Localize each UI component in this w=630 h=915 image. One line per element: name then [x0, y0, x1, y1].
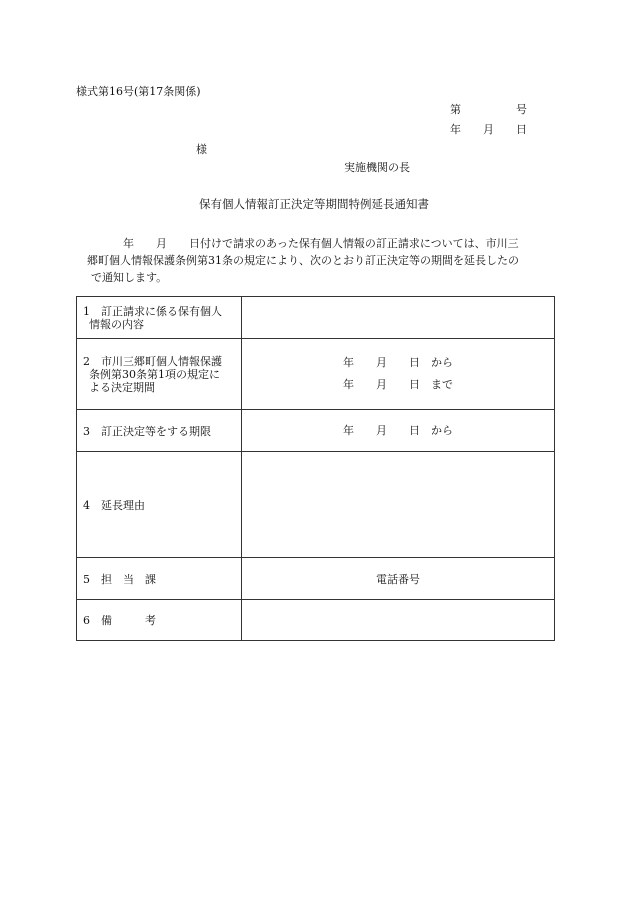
label-line: 4 延長理由: [83, 498, 145, 512]
row-label-content: [77, 297, 242, 339]
notice-body-line: 年 月 日付けで請求のあった保有個人情報の訂正請求については、市川三: [123, 237, 519, 250]
row-label-department: [77, 558, 242, 600]
label-line: 条例第30条第1項の規定に: [89, 367, 220, 381]
content-value-cell[interactable]: [242, 297, 555, 339]
period-to: 年 月 日 まで: [343, 378, 453, 391]
document-title: 保有個人情報訂正決定等期間特例延長通知書: [199, 197, 429, 211]
period-from: 年 月 日 から: [343, 356, 453, 369]
form-number: 様式第16号(第17条関係): [76, 85, 201, 98]
table-row: [77, 410, 555, 452]
label-line: 1 訂正請求に係る保有個人: [83, 304, 222, 318]
addressee-suffix: 様: [196, 143, 207, 156]
table-row: [77, 339, 555, 410]
document-date: 年 月 日: [450, 123, 527, 136]
reason-value-cell[interactable]: [242, 452, 555, 558]
label-line: 6 備 考: [83, 614, 156, 627]
department-value-cell[interactable]: [242, 558, 555, 600]
deadline-value-cell[interactable]: [242, 410, 555, 452]
label-line: よる決定期間: [89, 380, 155, 394]
notice-body: [87, 235, 559, 286]
notice-form-table: [76, 296, 555, 641]
row-label-reason: [77, 452, 242, 558]
deadline-from: 年 月 日 から: [343, 423, 453, 437]
table-row: [77, 297, 555, 339]
remarks-value-cell[interactable]: [242, 600, 555, 641]
label-line: 5 担 当 課: [83, 572, 156, 586]
table-row: [77, 558, 555, 600]
label-line: 3 訂正決定等をする期限: [83, 424, 211, 438]
phone-number-label: 電話番号: [376, 572, 420, 586]
row-label-period: [77, 339, 242, 410]
sender-title: 実施機関の長: [344, 161, 410, 174]
document-number: 第 号: [450, 103, 527, 116]
row-label-deadline: [77, 410, 242, 452]
label-line: 情報の内容: [89, 317, 144, 331]
label-line: 2 市川三郷町個人情報保護: [83, 354, 222, 368]
table-row: [77, 600, 555, 641]
period-value-cell[interactable]: [242, 339, 555, 410]
table-row: [77, 452, 555, 558]
row-label-remarks: [77, 600, 242, 641]
notice-body-line: で通知します。: [91, 271, 168, 284]
notice-body-line: 郷町個人情報保護条例第31条の規定により、次のとおり訂正決定等の期間を延長したの: [87, 254, 519, 267]
